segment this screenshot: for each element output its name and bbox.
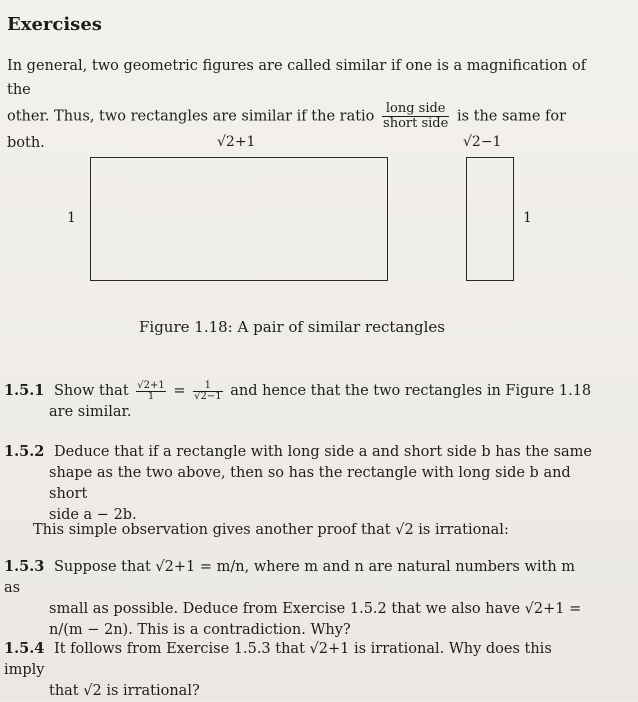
fraction-left-den: 1: [147, 390, 155, 402]
exercise-1-5-4: [4, 638, 594, 702]
small-rect-top-label: √2−1: [463, 134, 502, 150]
section-heading: Exercises: [7, 14, 102, 35]
ratio-fraction: [382, 102, 449, 131]
big-rect-top-label: √2+1: [217, 134, 256, 150]
fraction-left: [136, 381, 165, 402]
intro-line-2-before: other. Thus, two rectangles are similar if the ratio: [7, 108, 375, 125]
big-rect-side-label: 1: [67, 210, 76, 226]
exercise-text-line-2: are similar.: [49, 404, 132, 420]
exercise-line-1: Suppose that √2+1 = m/n, where m and n are natural numbers with m as: [4, 559, 576, 596]
big-rectangle: [90, 157, 388, 281]
fraction-right: [193, 381, 222, 402]
intro-line-1: In general, two geometric figures are called similar if one is a magnification of the: [7, 58, 587, 98]
exercise-number: 1.5.4: [4, 640, 45, 657]
exercise-line-1: Deduce that if a rectangle with long side a and short side b has the same: [53, 444, 593, 460]
intro-line-2: [7, 102, 607, 155]
exercise-1-5-1: [4, 380, 594, 423]
exercise-text-cont: and hence that the two rectangles in Figure 1.18: [230, 383, 592, 399]
exercise-number: 1.5.3: [4, 558, 45, 575]
equals-sign: =: [173, 383, 186, 399]
small-rect-side-label: 1: [523, 210, 532, 226]
exercise-text: Show that: [53, 383, 129, 399]
exercise-line-2: that √2 is irrational?: [49, 683, 200, 699]
exercise-line-3: n/(m − 2n). This is a contradiction. Why?: [49, 622, 351, 638]
exercise-1-5-3: [4, 556, 594, 641]
exercise-line-2: shape as the two above, then so has the rectangle with long side b and short: [49, 465, 571, 502]
exercise-number: 1.5.1: [4, 382, 45, 399]
intro-paragraph: [7, 54, 607, 155]
exercise-line-2: small as possible. Deduce from Exercise 1.5.2 that we also have √2+1 =: [49, 601, 582, 617]
ratio-numerator: long side: [382, 102, 449, 117]
exercise-line-1: It follows from Exercise 1.5.3 that √2+1 is irrational. Why does this imply: [4, 641, 552, 678]
fraction-right-den: √2−1: [194, 390, 222, 402]
exercise-number: 1.5.2: [4, 443, 45, 460]
ratio-denominator: short side: [383, 116, 449, 131]
intro-line-2-after: is the same for both.: [7, 108, 567, 151]
figure-caption: Figure 1.18: A pair of similar rectangles: [139, 318, 445, 336]
observation-text: This simple observation gives another proof that √2 is irrational:: [33, 522, 509, 538]
exercise-line-3: side a − 2b.: [49, 507, 137, 523]
fraction-right-num: 1: [193, 381, 222, 392]
exercise-1-5-2: [4, 441, 594, 526]
small-rectangle: [466, 157, 514, 281]
fraction-left-num: √2+1: [137, 379, 165, 391]
